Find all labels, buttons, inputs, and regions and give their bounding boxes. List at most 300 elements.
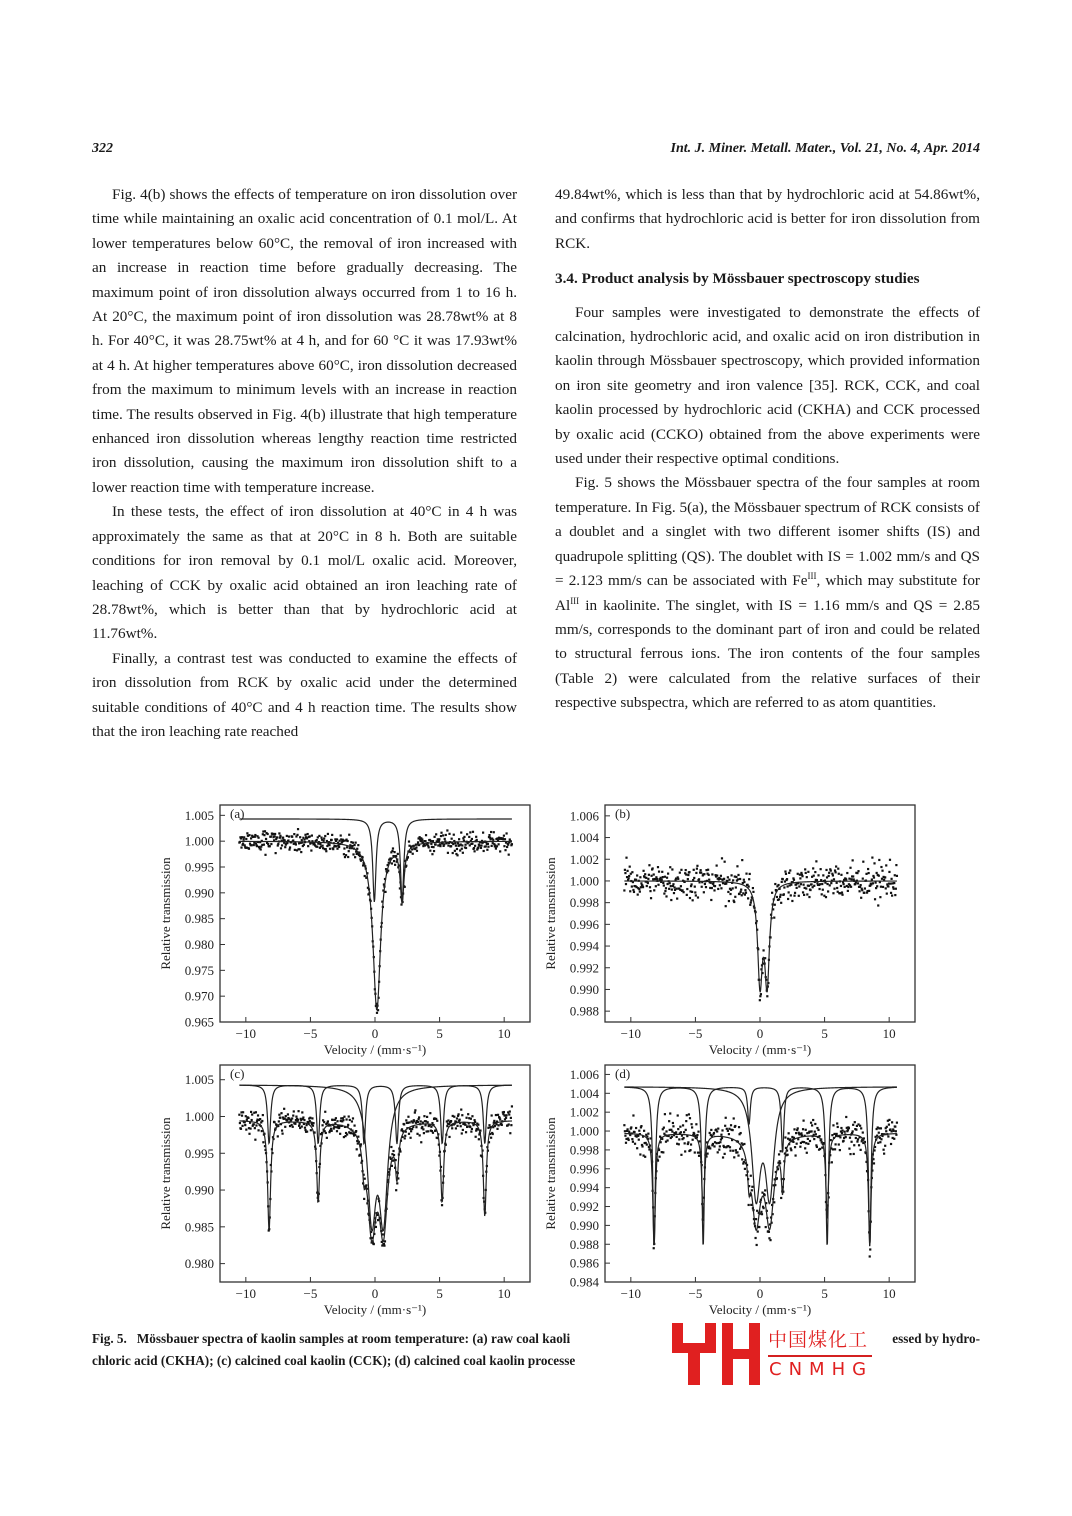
- data-point: [291, 1117, 293, 1119]
- data-point: [294, 849, 296, 851]
- data-point: [802, 1128, 804, 1130]
- data-point: [829, 884, 831, 886]
- data-point: [460, 1125, 462, 1127]
- data-point: [729, 1150, 731, 1152]
- data-point: [889, 1128, 891, 1130]
- data-point: [857, 882, 859, 884]
- data-point: [874, 882, 876, 884]
- data-point: [741, 859, 743, 861]
- data-point: [263, 844, 265, 846]
- data-point: [261, 1130, 263, 1132]
- data-point: [797, 873, 799, 875]
- data-point: [814, 1131, 816, 1133]
- y-tick-label: 0.996: [569, 1161, 599, 1177]
- data-point: [421, 1126, 423, 1128]
- data-point: [664, 1113, 666, 1115]
- data-point: [893, 888, 895, 890]
- data-point: [694, 891, 696, 893]
- data-point: [873, 1162, 875, 1164]
- data-point: [645, 877, 647, 879]
- data-point: [671, 1130, 673, 1132]
- data-point: [336, 838, 338, 840]
- data-point: [239, 1122, 241, 1124]
- data-point: [748, 878, 750, 880]
- data-point: [257, 837, 259, 839]
- data-point: [832, 874, 834, 876]
- x-tick-label: −10: [620, 1026, 642, 1041]
- data-point: [267, 833, 269, 835]
- data-point: [505, 1117, 507, 1119]
- data-point: [867, 868, 869, 870]
- data-point: [324, 835, 326, 837]
- data-point: [677, 1128, 679, 1130]
- data-point: [295, 843, 297, 845]
- data-point: [653, 1247, 655, 1249]
- data-point: [307, 833, 309, 835]
- data-point: [279, 1117, 281, 1119]
- data-point: [628, 877, 630, 879]
- data-point: [676, 1136, 678, 1138]
- data-point: [841, 1132, 843, 1134]
- data-point: [682, 1124, 684, 1126]
- data-point: [848, 1127, 850, 1129]
- data-point: [733, 1117, 735, 1119]
- data-point: [331, 834, 333, 836]
- data-point: [485, 845, 487, 847]
- data-point: [733, 901, 735, 903]
- data-point: [711, 887, 713, 889]
- data-point: [700, 869, 702, 871]
- data-point: [465, 1117, 467, 1119]
- y-tick-label: 1.004: [569, 830, 599, 846]
- data-point: [326, 845, 328, 847]
- data-point: [491, 845, 493, 847]
- y-tick-label: 0.988: [569, 1003, 599, 1019]
- data-point: [878, 1132, 880, 1134]
- data-point: [628, 875, 630, 877]
- data-point: [297, 1110, 299, 1112]
- data-point: [410, 1130, 412, 1132]
- data-point: [270, 843, 272, 845]
- data-point: [707, 869, 709, 871]
- data-point: [819, 1148, 821, 1150]
- data-point: [836, 882, 838, 884]
- superscript: III: [570, 595, 580, 606]
- data-point: [302, 1116, 304, 1118]
- data-point: [677, 1114, 679, 1116]
- data-point: [821, 883, 823, 885]
- data-point: [793, 895, 795, 897]
- data-point: [716, 864, 718, 866]
- data-point: [316, 839, 318, 841]
- data-point: [744, 1168, 746, 1170]
- data-point: [734, 896, 736, 898]
- data-point: [671, 1136, 673, 1138]
- data-point: [632, 889, 634, 891]
- data-point: [670, 885, 672, 887]
- data-point: [497, 843, 499, 845]
- data-point: [766, 995, 768, 997]
- data-point: [832, 1124, 834, 1126]
- y-tick-label: 0.965: [184, 1014, 214, 1030]
- data-point: [764, 1194, 766, 1196]
- data-point: [633, 1131, 635, 1133]
- data-point: [849, 1153, 851, 1155]
- data-point: [720, 1134, 722, 1136]
- data-point: [728, 1133, 730, 1135]
- data-point: [404, 1137, 406, 1139]
- data-point: [856, 1140, 858, 1142]
- data-point: [737, 878, 739, 880]
- data-point: [725, 1117, 727, 1119]
- data-point: [462, 852, 464, 854]
- data-point: [684, 1150, 686, 1152]
- data-point: [845, 1136, 847, 1138]
- data-point: [732, 1129, 734, 1131]
- data-point: [644, 873, 646, 875]
- data-point: [782, 878, 784, 880]
- data-point: [444, 838, 446, 840]
- data-point: [452, 852, 454, 854]
- data-point: [735, 886, 737, 888]
- data-point: [751, 1186, 753, 1188]
- data-point: [432, 1132, 434, 1134]
- data-point: [834, 1143, 836, 1145]
- data-point: [335, 845, 337, 847]
- data-point: [793, 1128, 795, 1130]
- data-point: [687, 1141, 689, 1143]
- data-points: [238, 1105, 513, 1246]
- data-point: [505, 1114, 507, 1116]
- data-point: [719, 1145, 721, 1147]
- data-point: [282, 837, 284, 839]
- data-point: [718, 1149, 720, 1151]
- data-point: [336, 1120, 338, 1122]
- data-point: [649, 886, 651, 888]
- data-point: [642, 886, 644, 888]
- data-point: [460, 1109, 462, 1111]
- x-axis-label: Velocity / (mm·s⁻¹): [323, 1042, 427, 1057]
- data-point: [853, 1153, 855, 1155]
- y-tick-label: 0.980: [184, 1256, 214, 1272]
- data-point: [685, 873, 687, 875]
- data-point: [332, 848, 334, 850]
- data-point: [894, 894, 896, 896]
- data-point: [862, 1131, 864, 1133]
- data-point: [697, 1152, 699, 1154]
- data-point: [878, 859, 880, 861]
- data-point: [243, 838, 245, 840]
- data-point: [756, 1210, 758, 1212]
- chart-panel-a: [150, 800, 535, 1065]
- data-point: [668, 1120, 670, 1122]
- data-point: [703, 873, 705, 875]
- data-point: [427, 1121, 429, 1123]
- x-tick-label: 5: [821, 1286, 828, 1301]
- data-point: [473, 850, 475, 852]
- data-point: [815, 1133, 817, 1135]
- data-point: [677, 878, 679, 880]
- data-point: [625, 883, 627, 885]
- data-point: [721, 857, 723, 859]
- data-point: [642, 870, 644, 872]
- data-point: [450, 845, 452, 847]
- data-point: [816, 879, 818, 881]
- data-point: [475, 1136, 477, 1138]
- data-point: [825, 896, 827, 898]
- data-point: [683, 1131, 685, 1133]
- data-point: [693, 869, 695, 871]
- y-tick-label: 0.985: [184, 911, 214, 927]
- data-point: [885, 887, 887, 889]
- data-point: [887, 1135, 889, 1137]
- data-point: [416, 1133, 418, 1135]
- data-point: [855, 1137, 857, 1139]
- data-point: [646, 885, 648, 887]
- data-point: [786, 1154, 788, 1156]
- data-point: [837, 868, 839, 870]
- data-point: [470, 1131, 472, 1133]
- data-point: [852, 1130, 854, 1132]
- data-point: [390, 1146, 392, 1148]
- data-point: [263, 834, 265, 836]
- y-tick-label: 1.006: [569, 1066, 599, 1082]
- data-point: [740, 888, 742, 890]
- data-point: [676, 898, 678, 900]
- data-point: [743, 1161, 745, 1163]
- data-point: [745, 873, 747, 875]
- data-point: [436, 1120, 438, 1122]
- data-point: [639, 891, 641, 893]
- data-point: [447, 852, 449, 854]
- data-point: [303, 844, 305, 846]
- data-point: [255, 1111, 257, 1113]
- data-point: [423, 1115, 425, 1117]
- data-point: [293, 833, 295, 835]
- data-point: [841, 1129, 843, 1131]
- data-point: [408, 1121, 410, 1123]
- data-points: [623, 1112, 898, 1257]
- data-point: [253, 1123, 255, 1125]
- y-tick-label: 0.990: [569, 981, 599, 997]
- data-point: [701, 886, 703, 888]
- data-point: [827, 890, 829, 892]
- data-point: [650, 897, 652, 899]
- data-point: [710, 899, 712, 901]
- data-point: [285, 1115, 287, 1117]
- data-point: [854, 1121, 856, 1123]
- data-point: [446, 829, 448, 831]
- panel-label: (c): [230, 1066, 245, 1081]
- data-point: [345, 854, 347, 856]
- data-point: [248, 1133, 250, 1135]
- data-point: [727, 1130, 729, 1132]
- data-point: [458, 838, 460, 840]
- data-point: [487, 1127, 489, 1129]
- data-point: [347, 1124, 349, 1126]
- data-point: [469, 831, 471, 833]
- data-point: [810, 883, 812, 885]
- data-point: [357, 844, 359, 846]
- data-point: [269, 845, 271, 847]
- data-point: [728, 879, 730, 881]
- data-point: [872, 882, 874, 884]
- data-point: [720, 875, 722, 877]
- data-point: [309, 1117, 311, 1119]
- data-point: [737, 874, 739, 876]
- data-point: [426, 1116, 428, 1118]
- data-point: [396, 1182, 398, 1184]
- data-point: [840, 1127, 842, 1129]
- data-point: [280, 1112, 282, 1114]
- data-point: [778, 1153, 780, 1155]
- data-point: [501, 1124, 503, 1126]
- data-point: [623, 889, 625, 891]
- data-point: [728, 1128, 730, 1130]
- data-point: [786, 885, 788, 887]
- data-point: [311, 834, 313, 836]
- data-point: [464, 844, 466, 846]
- data-point: [850, 878, 852, 880]
- data-point: [307, 845, 309, 847]
- data-point: [655, 885, 657, 887]
- y-tick-label: 0.994: [569, 938, 599, 954]
- data-point: [665, 895, 667, 897]
- data-point: [623, 1124, 625, 1126]
- data-point: [839, 1136, 841, 1138]
- data-point: [405, 1119, 407, 1121]
- data-point: [276, 836, 278, 838]
- data-point: [476, 839, 478, 841]
- data-points: [238, 828, 513, 1014]
- data-point: [256, 845, 258, 847]
- data-point: [253, 844, 255, 846]
- data-point: [281, 1133, 283, 1135]
- data-point: [635, 1127, 637, 1129]
- data-point: [805, 1129, 807, 1131]
- data-point: [671, 889, 673, 891]
- data-point: [286, 835, 288, 837]
- data-point: [445, 834, 447, 836]
- data-point: [261, 1120, 263, 1122]
- data-point: [459, 1119, 461, 1121]
- y-tick-label: 1.000: [184, 1108, 214, 1124]
- data-point: [391, 862, 393, 864]
- data-point: [439, 845, 441, 847]
- data-point: [862, 861, 864, 863]
- caption-text-end: essed by hydro-: [892, 1331, 980, 1346]
- data-point: [277, 843, 279, 845]
- data-point: [631, 871, 633, 873]
- data-point: [779, 896, 781, 898]
- data-point: [409, 1137, 411, 1139]
- data-point: [487, 843, 489, 845]
- data-point: [756, 1244, 758, 1246]
- data-point: [331, 839, 333, 841]
- x-tick-label: 10: [882, 1026, 896, 1041]
- x-axis-label: Velocity / (mm·s⁻¹): [323, 1302, 427, 1317]
- data-point: [732, 879, 734, 881]
- data-point: [294, 1123, 296, 1125]
- data-point: [865, 873, 867, 875]
- y-tick-label: 1.002: [569, 851, 599, 867]
- data-point: [667, 873, 669, 875]
- data-point: [685, 1120, 687, 1122]
- data-point: [804, 1147, 806, 1149]
- data-point: [423, 1132, 425, 1134]
- data-point: [754, 1237, 756, 1239]
- data-point: [262, 1114, 264, 1116]
- data-point: [788, 891, 790, 893]
- data-point: [805, 1142, 807, 1144]
- y-tick-label: 0.986: [569, 1255, 599, 1271]
- data-point: [471, 1115, 473, 1117]
- data-point: [392, 1150, 394, 1152]
- data-point: [241, 1125, 243, 1127]
- data-point: [842, 1140, 844, 1142]
- y-tick-label: 1.000: [569, 1123, 599, 1139]
- data-point: [759, 995, 761, 997]
- data-point: [895, 864, 897, 866]
- y-tick-label: 0.990: [184, 885, 214, 901]
- data-point: [496, 845, 498, 847]
- data-point: [814, 871, 816, 873]
- data-point: [242, 1111, 244, 1113]
- data-point: [836, 1122, 838, 1124]
- data-point: [708, 874, 710, 876]
- data-point: [356, 1148, 358, 1150]
- data-point: [431, 1122, 433, 1124]
- superscript: III: [807, 571, 817, 582]
- data-point: [685, 869, 687, 871]
- data-point: [433, 850, 435, 852]
- data-point: [301, 839, 303, 841]
- data-point: [351, 1120, 353, 1122]
- caption-text: chloric acid (CKHA); (c) calcined coal kaolin (CCK); (d) calcined coal kaolin processe: [92, 1353, 576, 1368]
- data-point: [686, 1114, 688, 1116]
- data-point: [773, 917, 775, 919]
- data-point: [640, 1125, 642, 1127]
- y-tick-label: 0.994: [569, 1180, 599, 1196]
- data-point: [721, 1137, 723, 1139]
- y-tick-label: 0.996: [569, 916, 599, 932]
- data-point: [453, 1116, 455, 1118]
- data-point: [818, 888, 820, 890]
- data-point: [714, 885, 716, 887]
- data-point: [822, 889, 824, 891]
- data-point: [741, 1158, 743, 1160]
- data-point: [719, 878, 721, 880]
- data-point: [887, 885, 889, 887]
- data-point: [833, 1133, 835, 1135]
- data-point: [425, 834, 427, 836]
- x-tick-label: −10: [235, 1286, 257, 1301]
- data-point: [299, 848, 301, 850]
- data-point: [349, 1119, 351, 1121]
- data-point: [858, 1144, 860, 1146]
- data-point: [840, 874, 842, 876]
- data-point: [633, 891, 635, 893]
- data-point: [471, 838, 473, 840]
- data-point: [748, 1204, 750, 1206]
- page-number: 322: [92, 141, 113, 156]
- data-point: [894, 874, 896, 876]
- data-point: [838, 873, 840, 875]
- data-point: [416, 850, 418, 852]
- y-tick-label: 0.992: [569, 960, 599, 976]
- data-point: [696, 868, 698, 870]
- data-point: [658, 1156, 660, 1158]
